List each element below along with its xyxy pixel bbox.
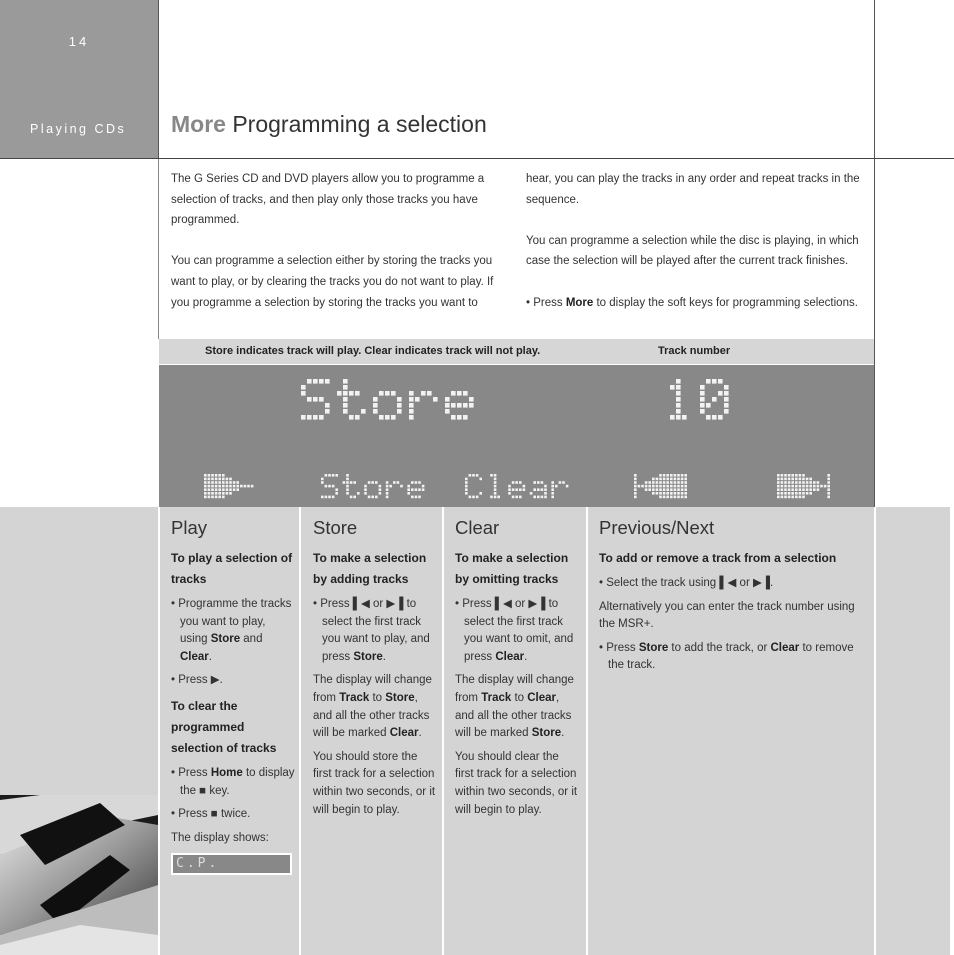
piano-keys-photo [0,795,158,955]
play-column [171,507,295,875]
lcd-softkey-clear [465,474,568,498]
play-softkey-icon [204,474,253,498]
store-bullet: • Press ▌◀ or ▶▐ to select the first track you want to play, and press Store. [313,598,430,663]
intro-left-column [171,169,501,334]
column-divider [874,507,876,955]
play-bullet: • Press ▶. [171,674,223,687]
prevnext-bullet: • Press Store to add the track, or Clear to remove the track. [599,641,854,672]
caption-store-clear: Store indicates track will play. Clear indicates track will not play. [205,345,541,357]
title-more: More [171,111,226,137]
intro-paragraph: You can programme a selection while the disc is playing, in which case the selection will be played after the current track finishes. [526,234,859,268]
header-divider-right [874,0,875,507]
column-divider [299,507,301,955]
clear-subheading: To make a selection by omitting tracks [455,551,569,586]
prevnext-bullet: • Select the track using ▌◀ or ▶▐. [599,577,774,589]
header-rule [0,158,954,159]
play-bullet: • Programme the tracks you want to play, using Store and Clear. [171,598,292,663]
header-divider-left [158,0,159,158]
store-paragraph: You should store the first track for a selection within two seconds, or it will begin to play. [313,750,436,816]
piano-photo-graphic [0,795,158,955]
play-bullet: • Press Home to display the ■ key. [171,766,295,797]
intro-divider-left [158,158,159,339]
prevnext-paragraph: Alternatively you can enter the track number using the MSR+. [599,600,855,631]
section-label: Playing CDs [30,122,127,136]
store-heading: Store [313,517,358,538]
column-divider [158,507,160,955]
lcd-softkey-store [321,474,424,498]
play-bullet: • Press ■ twice. [171,808,251,821]
clear-column [455,507,580,825]
prevnext-column [599,507,861,681]
next-softkey-icon [777,474,830,498]
intro-right-column [526,169,866,334]
play-heading: Play [171,517,207,538]
intro-paragraph: You can programme a selection either by storing the tracks you want to play, or by clearing the tracks you do not want to play. If you programme a selection by storing the tracks you want to [171,255,494,309]
column-divider [586,507,588,955]
lcd-main-text [301,379,474,420]
clear-paragraph: You should clear the first track for a selection within two seconds, or it will begin to play. [455,750,578,816]
clear-bullet: • Press ▌◀ or ▶▐ to select the first track you want to omit, and press Clear. [455,598,574,663]
clear-paragraph: The display will change from Track to Clear, and all the other tracks will be marked Store. [455,674,574,740]
cp-display-box: C.P. [171,853,292,875]
store-subheading: To make a selection by adding tracks [313,551,427,586]
prevnext-heading: Previous/Next [599,517,715,538]
store-column [313,507,437,825]
store-paragraph: The display will change from Track to Store, and all the other tracks will be marked Clear. [313,674,432,740]
lcd-track-number [670,379,729,420]
play-subheading: To play a selection of tracks [171,551,293,586]
clear-heading: Clear [455,517,500,538]
intro-paragraph: The G Series CD and DVD players allow you to programme a selection of tracks, and then play only those tracks you have programmed. [171,173,485,227]
column-divider [442,507,444,955]
lcd-dot-matrix [159,365,874,507]
player-display [159,365,874,507]
display-shows-text: The display shows: [171,831,269,844]
intro-bullet: • Press More to display the soft keys for programming selections. [526,296,858,309]
display-caption-bar [159,339,874,364]
caption-track-number: Track number [658,345,731,357]
title-rest: Programming a selection [225,111,487,137]
clear-selection-subheading: To clear the programmed selection of tracks [171,698,277,755]
intro-paragraph: hear, you can play the tracks in any order and repeat tracks in the sequence. [526,173,860,206]
sidebar-lower [0,507,158,795]
previous-softkey-icon [634,474,687,498]
prevnext-subheading: To add or remove a track from a selection [599,551,837,565]
page-number: 14 [68,34,90,49]
page-title [171,111,487,138]
more-key-label: More [565,296,594,309]
